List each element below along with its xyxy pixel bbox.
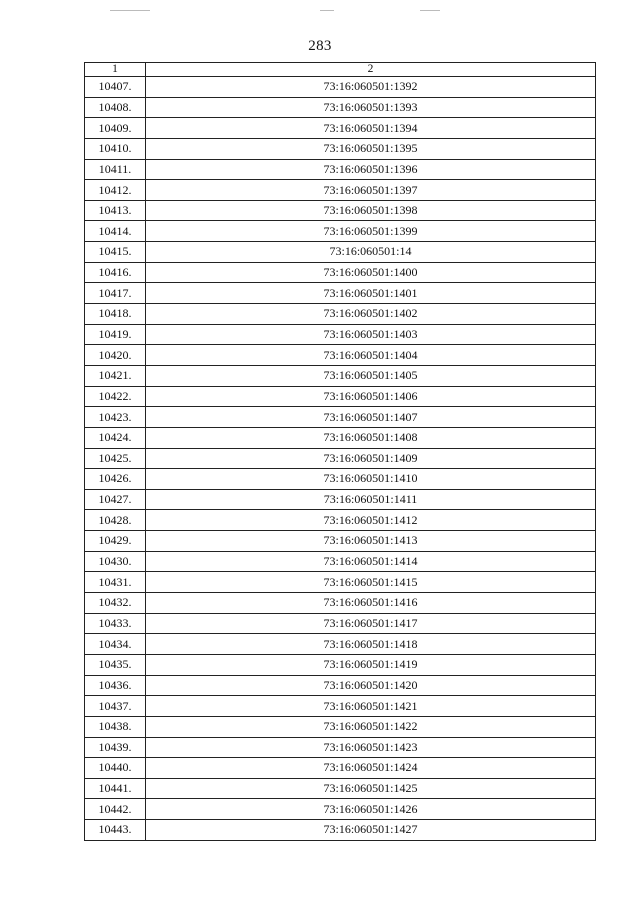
- table-row: [85, 469, 596, 490]
- cadastral-number: 73:16:060501:1410: [146, 469, 596, 490]
- cadastral-number: 73:16:060501:1395: [146, 138, 596, 159]
- table-row: [85, 407, 596, 428]
- table-row: [85, 634, 596, 655]
- table-row: [85, 200, 596, 221]
- row-number: 10441.: [85, 778, 146, 799]
- table-row: [85, 613, 596, 634]
- row-number: 10417.: [85, 283, 146, 304]
- table-row: [85, 675, 596, 696]
- row-number: 10407.: [85, 77, 146, 98]
- row-number: 10430.: [85, 551, 146, 572]
- row-number: 10413.: [85, 200, 146, 221]
- row-number: 10434.: [85, 634, 146, 655]
- cadastral-number: 73:16:060501:1402: [146, 304, 596, 325]
- cadastral-number: 73:16:060501:1412: [146, 510, 596, 531]
- row-number: 10436.: [85, 675, 146, 696]
- scan-artifact-top: [420, 10, 440, 11]
- cadastral-number: 73:16:060501:1420: [146, 675, 596, 696]
- table-row: [85, 77, 596, 98]
- row-number: 10435.: [85, 654, 146, 675]
- row-number: 10431.: [85, 572, 146, 593]
- cadastral-number: 73:16:060501:1394: [146, 118, 596, 139]
- cadastral-number: 73:16:060501:1400: [146, 262, 596, 283]
- table-row: [85, 696, 596, 717]
- cadastral-number: 73:16:060501:1415: [146, 572, 596, 593]
- row-number: 10416.: [85, 262, 146, 283]
- cadastral-number: 73:16:060501:1392: [146, 77, 596, 98]
- cadastral-number: 73:16:060501:1413: [146, 531, 596, 552]
- table-row: [85, 97, 596, 118]
- table-row: [85, 448, 596, 469]
- table-row: [85, 489, 596, 510]
- table-row: [85, 716, 596, 737]
- cadastral-number: 73:16:060501:1421: [146, 696, 596, 717]
- table-row: [85, 345, 596, 366]
- table-row: [85, 324, 596, 345]
- row-number: 10433.: [85, 613, 146, 634]
- cadastral-number: 73:16:060501:1416: [146, 593, 596, 614]
- table-row: [85, 283, 596, 304]
- table-row: [85, 551, 596, 572]
- cadastral-table: [84, 62, 596, 841]
- row-number: 10423.: [85, 407, 146, 428]
- cadastral-number: 73:16:060501:1423: [146, 737, 596, 758]
- row-number: 10426.: [85, 469, 146, 490]
- scan-artifact-top: [320, 10, 334, 11]
- table-row: [85, 427, 596, 448]
- row-number: 10420.: [85, 345, 146, 366]
- cadastral-number: 73:16:060501:1426: [146, 799, 596, 820]
- row-number: 10411.: [85, 159, 146, 180]
- cadastral-number: 73:16:060501:1404: [146, 345, 596, 366]
- row-number: 10424.: [85, 427, 146, 448]
- row-number: 10443.: [85, 820, 146, 841]
- row-number: 10440.: [85, 758, 146, 779]
- cadastral-number: 73:16:060501:1401: [146, 283, 596, 304]
- table-row: [85, 572, 596, 593]
- cadastral-number: 73:16:060501:1396: [146, 159, 596, 180]
- table-row: [85, 262, 596, 283]
- cadastral-number: 73:16:060501:1398: [146, 200, 596, 221]
- table-row: [85, 758, 596, 779]
- row-number: 10412.: [85, 180, 146, 201]
- table-row: [85, 180, 596, 201]
- cadastral-number: 73:16:060501:1414: [146, 551, 596, 572]
- row-number: 10428.: [85, 510, 146, 531]
- row-number: 10421.: [85, 365, 146, 386]
- row-number: 10415.: [85, 242, 146, 263]
- scan-artifact-top: [110, 10, 150, 11]
- table-row: [85, 510, 596, 531]
- cadastral-number: 73:16:060501:14: [146, 242, 596, 263]
- cadastral-number: 73:16:060501:1422: [146, 716, 596, 737]
- table-row: [85, 737, 596, 758]
- row-number: 10418.: [85, 304, 146, 325]
- table-row: [85, 531, 596, 552]
- table-row: [85, 138, 596, 159]
- table-row: [85, 820, 596, 841]
- column-header-number: 1: [85, 63, 146, 77]
- row-number: 10438.: [85, 716, 146, 737]
- table-row: [85, 778, 596, 799]
- cadastral-number: 73:16:060501:1405: [146, 365, 596, 386]
- cadastral-number: 73:16:060501:1408: [146, 427, 596, 448]
- cadastral-number: 73:16:060501:1409: [146, 448, 596, 469]
- row-number: 10432.: [85, 593, 146, 614]
- row-number: 10442.: [85, 799, 146, 820]
- table-row: [85, 365, 596, 386]
- table-header-row: [85, 63, 596, 77]
- cadastral-number: 73:16:060501:1393: [146, 97, 596, 118]
- cadastral-number: 73:16:060501:1419: [146, 654, 596, 675]
- table-row: [85, 242, 596, 263]
- cadastral-number: 73:16:060501:1424: [146, 758, 596, 779]
- table-row: [85, 799, 596, 820]
- table-row: [85, 221, 596, 242]
- cadastral-number: 73:16:060501:1427: [146, 820, 596, 841]
- cadastral-number: 73:16:060501:1418: [146, 634, 596, 655]
- table-row: [85, 304, 596, 325]
- cadastral-number: 73:16:060501:1397: [146, 180, 596, 201]
- row-number: 10408.: [85, 97, 146, 118]
- row-number: 10410.: [85, 138, 146, 159]
- row-number: 10427.: [85, 489, 146, 510]
- cadastral-number: 73:16:060501:1403: [146, 324, 596, 345]
- column-header-code: 2: [146, 63, 596, 77]
- table-row: [85, 118, 596, 139]
- cadastral-number: 73:16:060501:1417: [146, 613, 596, 634]
- row-number: 10422.: [85, 386, 146, 407]
- row-number: 10437.: [85, 696, 146, 717]
- cadastral-number: 73:16:060501:1411: [146, 489, 596, 510]
- row-number: 10439.: [85, 737, 146, 758]
- table-row: [85, 386, 596, 407]
- row-number: 10419.: [85, 324, 146, 345]
- row-number: 10429.: [85, 531, 146, 552]
- table-row: [85, 654, 596, 675]
- cadastral-number: 73:16:060501:1425: [146, 778, 596, 799]
- cadastral-number: 73:16:060501:1407: [146, 407, 596, 428]
- cadastral-number: 73:16:060501:1399: [146, 221, 596, 242]
- table-row: [85, 593, 596, 614]
- page-number: 283: [308, 38, 332, 54]
- row-number: 10414.: [85, 221, 146, 242]
- row-number: 10425.: [85, 448, 146, 469]
- cadastral-number: 73:16:060501:1406: [146, 386, 596, 407]
- row-number: 10409.: [85, 118, 146, 139]
- table-row: [85, 159, 596, 180]
